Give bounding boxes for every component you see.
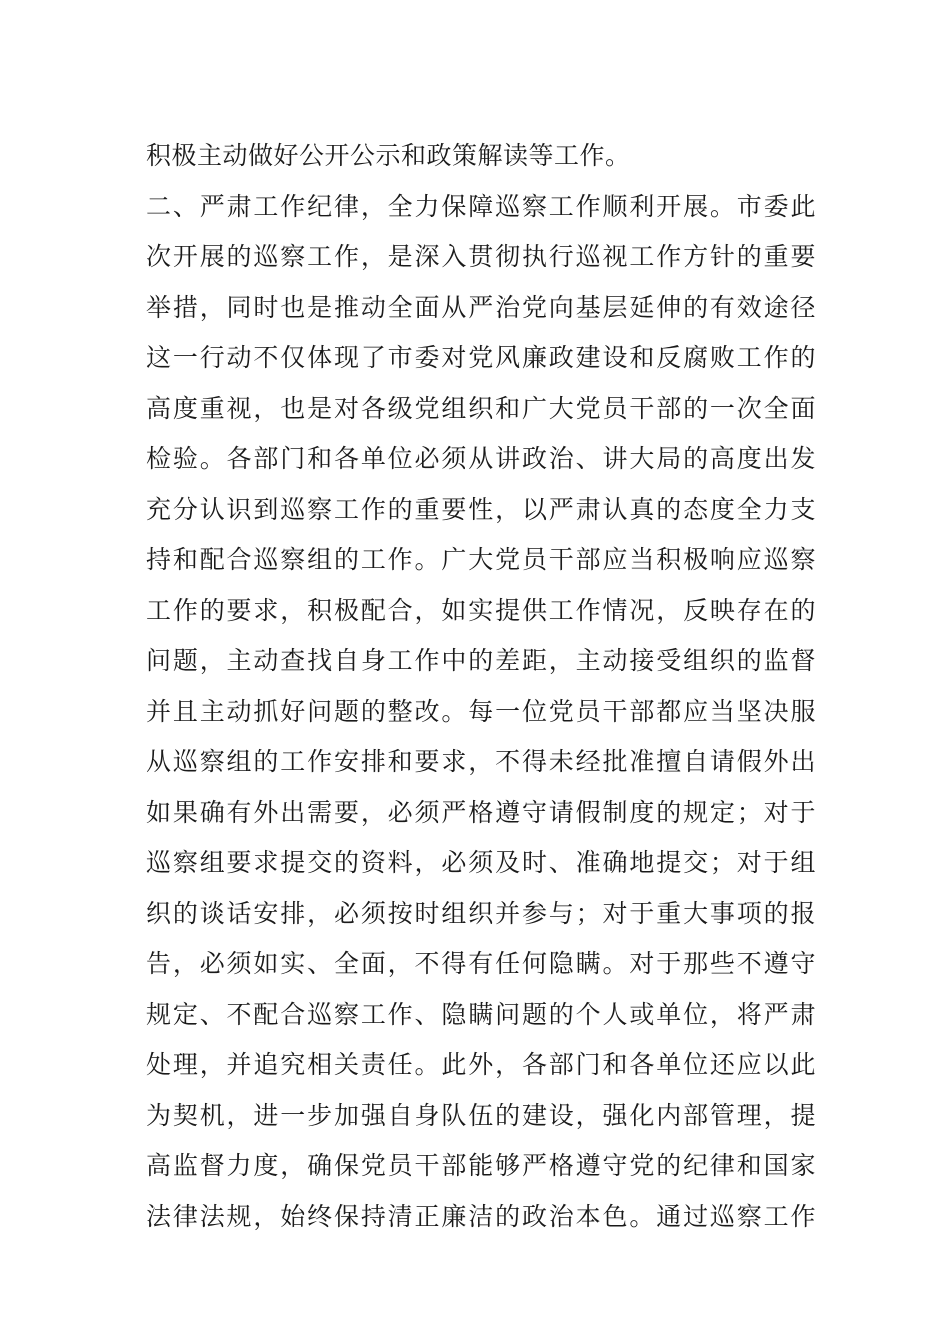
- text-line-12: 并且主动抓好问题的整改。每一位党员干部都应当坚决服: [146, 696, 816, 726]
- body-text: [146, 131, 816, 1242]
- text-line-7: 检验。各部门和各单位必须从讲政治、讲大局的高度出发: [146, 444, 816, 473]
- text-line-3: 次开展的巡察工作，是深入贯彻执行巡视工作方针的重要: [146, 242, 816, 271]
- text-line-16: 织的谈话安排，必须按时组织并参与；对于重大事项的报: [146, 898, 816, 928]
- text-line-13: 从巡察组的工作安排和要求，不得未经批准擅自请假外出: [146, 747, 816, 776]
- text-line-19: 处理，并追究相关责任。此外，各部门和各单位还应以此: [146, 1050, 816, 1079]
- text-line-14: 如果确有外出需要，必须严格遵守请假制度的规定；对于: [146, 797, 816, 827]
- text-line-22: 法律法规，始终保持清正廉洁的政治本色。通过巡察工作: [146, 1201, 816, 1231]
- text-line-6: 高度重视，也是对各级党组织和广大党员干部的一次全面: [146, 393, 816, 423]
- text-line-8: 充分认识到巡察工作的重要性，以严肃认真的态度全力支: [146, 494, 816, 524]
- text-line-1: 积极主动做好公开公示和政策解读等工作。: [146, 141, 631, 170]
- text-line-18: 规定、不配合巡察工作、隐瞒问题的个人或单位，将严肃: [146, 999, 816, 1029]
- text-line-20: 为契机，进一步加强自身队伍的建设，强化内部管理，提: [146, 1100, 816, 1130]
- text-line-9: 持和配合巡察组的工作。广大党员干部应当积极响应巡察: [146, 545, 816, 574]
- text-line-2: 二、严肃工作纪律，全力保障巡察工作顺利开展。市委此: [146, 191, 816, 221]
- text-line-21: 高监督力度，确保党员干部能够严格遵守党的纪律和国家: [146, 1151, 816, 1180]
- text-line-4: 举措，同时也是推动全面从严治党向基层延伸的有效途径: [146, 292, 816, 322]
- text-line-10: 工作的要求，积极配合，如实提供工作情况，反映存在的: [146, 595, 816, 625]
- text-line-5: 这一行动不仅体现了市委对党风廉政建设和反腐败工作的: [146, 343, 816, 372]
- text-line-15: 巡察组要求提交的资料，必须及时、准确地提交；对于组: [146, 848, 816, 877]
- text-line-17: 告，必须如实、全面，不得有任何隐瞒。对于那些不遵守: [146, 949, 816, 978]
- text-line-11: 问题，主动查找自身工作中的差距，主动接受组织的监督: [146, 646, 816, 675]
